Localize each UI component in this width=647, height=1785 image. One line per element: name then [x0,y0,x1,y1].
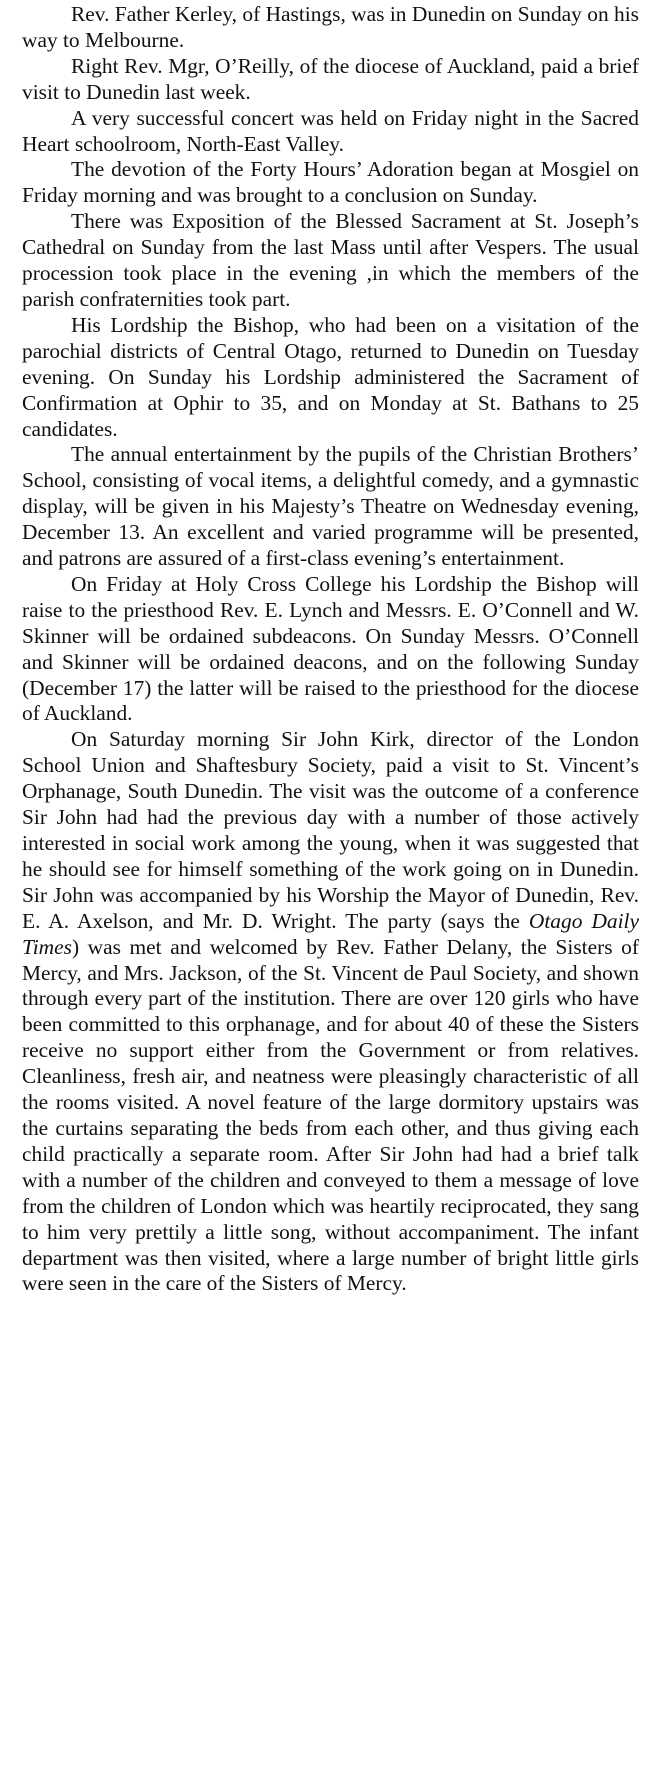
kirk-text-part-1: On Saturday morning Sir John Kirk, director of the London School Union and Shaftesbury Society, paid a visit to St. Vincent’s Orphanage, South Dunedin. The visit was the outcome of a conference Sir John had had the previous day with a number of those actively interested in social work among the young, when it was suggested that he should see for himself something of the work going on in Dunedin. Sir John was accompanied by his Worship the Mayor of Dunedin, Rev. E. A. Axelson, and Mr. D. Wright. The party (says the [22,727,639,933]
kirk-text-part-2: ) was met and welcomed by Rev. Father Delany, the Sisters of Mercy, and Mrs. Jackson, of the St. Vincent de Paul Society, and shown through every part of the institution. There are over 120 girls who have been committed to this orphanage, and for about 40 of these the Sisters receive no support either from the Government or from relatives. Cleanliness, fresh air, and neatness were pleasingly characteristic of all the rooms visited. A novel feature of the large dormitory upstairs was the curtains separating the beds from each other, and thus giving each child practically a separate room. After Sir John had had a brief talk with a number of the children and conveyed to them a message of love from the children of London which was heartily reciprocated, they sang to him very prettily a little song, without accompaniment. The infant department was then visited, where a large number of bright little girls were seen in the care of the Sisters of Mercy. [22,934,639,1296]
paragraph-holy-cross-ordinations: On Friday at Holy Cross College his Lordship the Bishop will raise to the priesthood Rev. E. Lynch and Messrs. E. O’Connell and W. Skinner will be ordained subdeacons. On Sunday Messrs. O’Connell and Skinner will be ordained deacons, and on the following Sunday (December 17) the latter will be raised to the priesthood for the diocese of Auckland. [22,571,639,726]
paragraph-sir-john-kirk [22,727,639,1297]
paragraph-mgr-oreilly: Right Rev. Mgr, O’Reilly, of the diocese of Auckland, paid a brief visit to Dunedin last week. [22,53,639,104]
paragraph-forty-hours: The devotion of the Forty Hours’ Adoration began at Mosgiel on Friday morning and was brought to a conclusion on Sunday. [22,157,639,208]
paragraph-christian-brothers: The annual entertainment by the pupils of the Christian Brothers’ School, consisting of vocal items, a delightful comedy, and a gymnastic display, will be given in his Majesty’s Theatre on Wednesday evening, December 13. An excellent and varied programme will be presented, and patrons are assured of a first-class evening’s entertainment. [22,442,639,571]
newspaper-title-otago-daily-times: Otago Daily Times [22,908,639,959]
paragraph-concert: A very successful concert was held on Friday night in the Sacred Heart schoolroom, North-East Valley. [22,105,639,156]
paragraph-father-kerley: Rev. Father Kerley, of Hastings, was in Dunedin on Sunday on his way to Melbourne. [22,2,639,52]
paragraph-exposition: There was Exposition of the Blessed Sacrament at St. Joseph’s Cathedral on Sunday from the last Mass until after Vespers. The usual procession took place in the evening ,in which the members of the parish confraternities took part. [22,209,639,311]
paragraph-bishop-visitation: His Lordship the Bishop, who had been on a visitation of the parochial districts of Central Otago, returned to Dunedin on Tuesday evening. On Sunday his Lordship administered the Sacrament of Confirmation at Ophir to 35, and on Monday at St. Bathans to 25 candidates. [22,312,639,441]
